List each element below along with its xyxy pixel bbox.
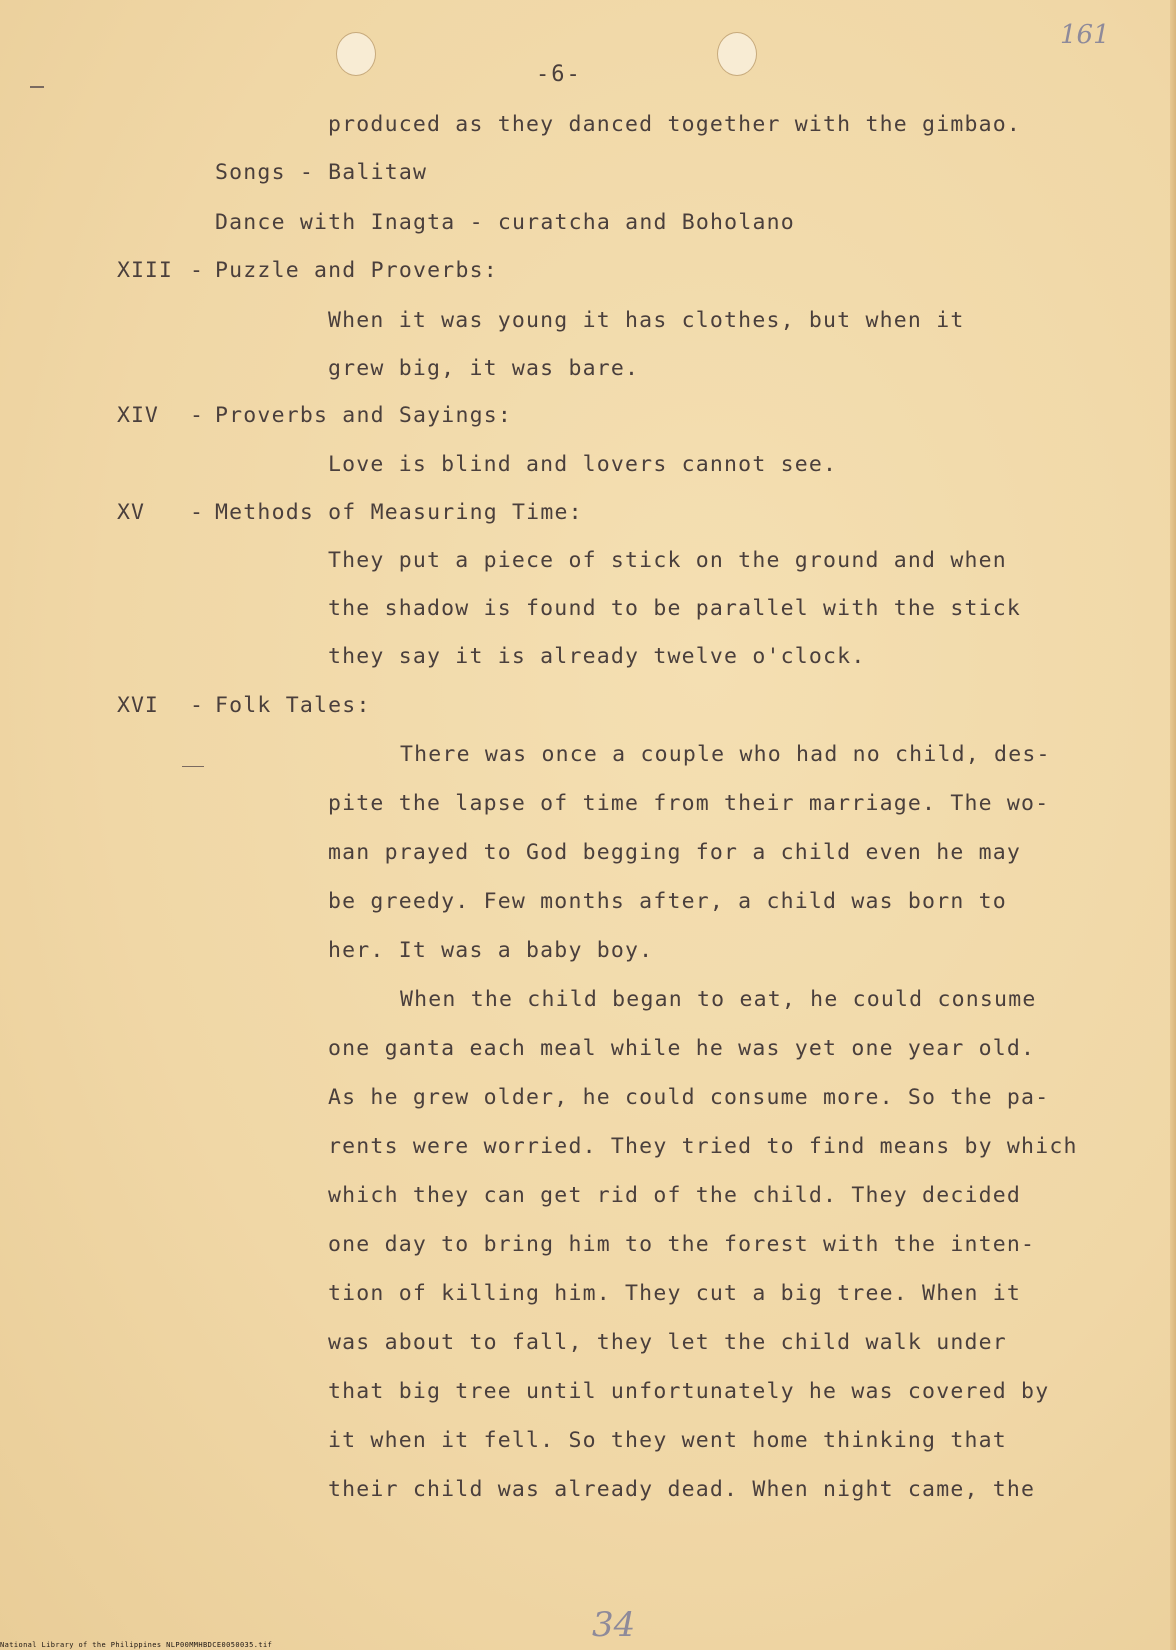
text-line: tion of killing him. They cut a big tree. When it — [328, 1281, 1022, 1306]
page-edge — [1170, 0, 1176, 1650]
text-line: which they can get rid of the child. They decided — [328, 1183, 1022, 1208]
text-line: produced as they danced together with the gimbao. — [328, 112, 1022, 137]
section-dash: - — [190, 500, 204, 525]
text-line: Love is blind and lovers cannot see. — [328, 452, 838, 477]
section-number: XVI — [117, 693, 159, 718]
text-line: They put a piece of stick on the ground and when — [328, 548, 1007, 573]
section-heading: Folk Tales: — [215, 693, 371, 718]
margin-mark — [182, 766, 204, 767]
section-heading: Methods of Measuring Time: — [215, 500, 583, 525]
text-line: Songs - Balitaw — [215, 160, 428, 185]
handwritten-folio: 161 — [1060, 20, 1110, 50]
text-line: they say it is already twelve o'clock. — [328, 644, 866, 669]
text-line: her. It was a baby boy. — [328, 938, 654, 963]
text-line: pite the lapse of time from their marriage. The wo- — [328, 791, 1050, 816]
text-line: that big tree until unfortunately he was covered by — [328, 1379, 1050, 1404]
section-number: XIV — [117, 403, 159, 428]
section-dash: - — [190, 403, 204, 428]
text-line: Dance with Inagta - curatcha and Boholano — [215, 210, 795, 235]
text-line: There was once a couple who had no child, des- — [400, 742, 1051, 767]
handwritten-page-number: 34 — [592, 1605, 636, 1645]
text-line: was about to fall, they let the child walk under — [328, 1330, 1007, 1355]
punch-hole-left — [336, 32, 376, 76]
section-number: XV — [117, 500, 145, 525]
scan-stamp: National Library of the Philippines NLP00MMHBDCE0050035.tif — [0, 1641, 273, 1649]
text-line: their child was already dead. When night came, the — [328, 1477, 1036, 1502]
margin-mark — [30, 86, 44, 88]
text-line: As he grew older, he could consume more. So the pa- — [328, 1085, 1050, 1110]
text-line: rents were worried. They tried to find means by which — [328, 1134, 1078, 1159]
page-number: -6- — [536, 62, 582, 87]
text-line: be greedy. Few months after, a child was born to — [328, 889, 1007, 914]
section-heading: Puzzle and Proverbs: — [215, 258, 498, 283]
text-line: man prayed to God begging for a child even he may — [328, 840, 1022, 865]
text-line: When the child began to eat, he could consume — [400, 987, 1037, 1012]
section-heading: Proverbs and Sayings: — [215, 403, 513, 428]
punch-hole-right — [717, 32, 757, 76]
text-line: When it was young it has clothes, but when it — [328, 308, 965, 333]
section-dash: - — [190, 693, 204, 718]
text-line: one day to bring him to the forest with the inten- — [328, 1232, 1036, 1257]
text-line: grew big, it was bare. — [328, 356, 640, 381]
text-line: it when it fell. So they went home thinking that — [328, 1428, 1007, 1453]
text-line: one ganta each meal while he was yet one year old. — [328, 1036, 1036, 1061]
section-number: XIII — [117, 258, 173, 283]
section-dash: - — [190, 258, 204, 283]
text-line: the shadow is found to be parallel with the stick — [328, 596, 1022, 621]
